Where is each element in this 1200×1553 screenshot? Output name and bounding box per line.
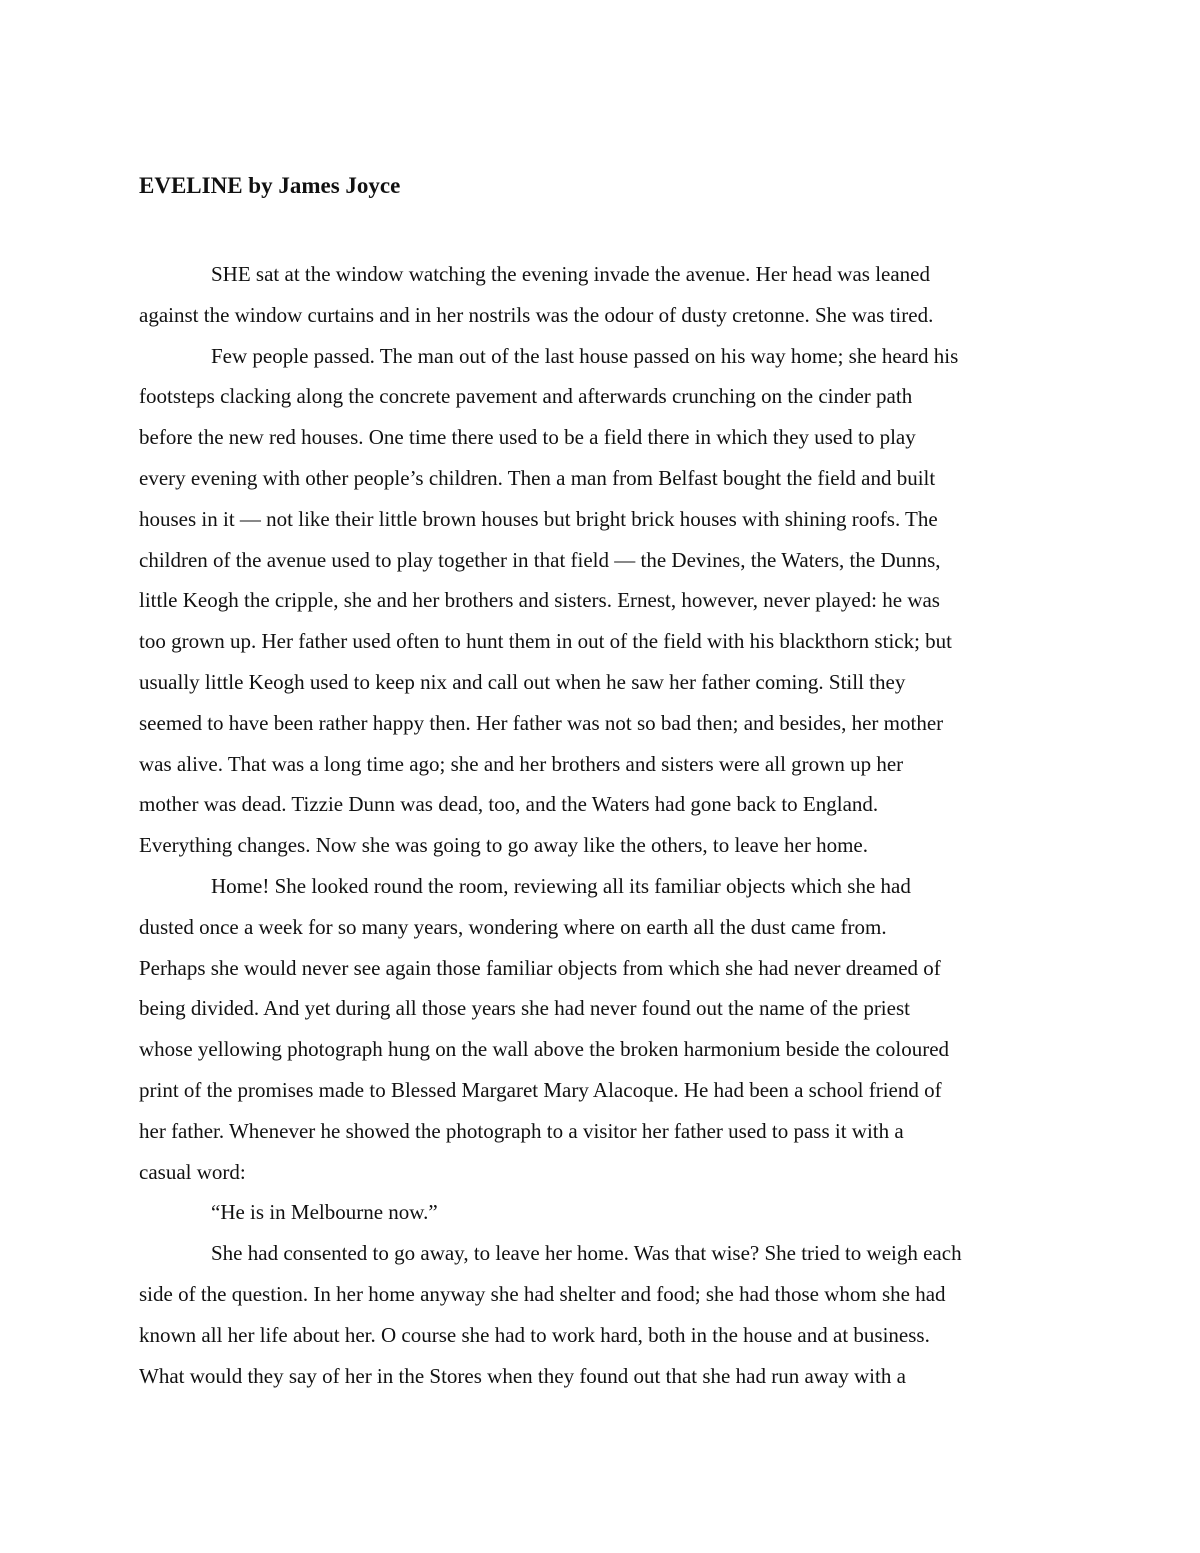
text-line: dusted once a week for so many years, wondering where on earth all the dust came from. <box>139 914 887 939</box>
document-body <box>139 254 1059 1396</box>
text-line: against the window curtains and in her nostrils was the odour of dusty cretonne. She was tired. <box>139 302 934 327</box>
paragraph-first-line: Home! She looked round the room, reviewing all its familiar objects which she had <box>211 873 911 898</box>
paragraph-first-line: “He is in Melbourne now.” <box>211 1200 438 1225</box>
text-line: known all her life about her. O course she had to work hard, both in the house and at business. <box>139 1322 930 1347</box>
text-line: mother was dead. Tizzie Dunn was dead, too, and the Waters had gone back to England. <box>139 792 879 817</box>
text-line: every evening with other people’s children. Then a man from Belfast bought the field and built <box>139 465 936 490</box>
text-line: What would they say of her in the Stores when they found out that she had run away with a <box>139 1363 906 1388</box>
text-line: whose yellowing photograph hung on the wall above the broken harmonium beside the coloured <box>139 1037 950 1062</box>
text-line: little Keogh the cripple, she and her brothers and sisters. Ernest, however, never played: he was <box>139 588 940 613</box>
text-line: seemed to have been rather happy then. Her father was not so bad then; and besides, her mother <box>139 710 944 735</box>
text-line: houses in it — not like their little brown houses but bright brick houses with shining roofs. The <box>139 506 938 531</box>
text-line: print of the promises made to Blessed Margaret Mary Alacoque. He had been a school friend of <box>139 1077 942 1102</box>
text-line: footsteps clacking along the concrete pavement and afterwards crunching on the cinder path <box>139 384 913 409</box>
text-line: before the new red houses. One time there used to be a field there in which they used to play <box>139 425 916 450</box>
text-line: was alive. That was a long time ago; she and her brothers and sisters were all grown up her <box>139 751 904 776</box>
paragraph-first-line: She had consented to go away, to leave her home. Was that wise? She tried to weigh each <box>211 1241 962 1266</box>
paragraph-first-line: Few people passed. The man out of the last house passed on his way home; she heard his <box>211 343 959 368</box>
text-line: Everything changes. Now she was going to go away like the others, to leave her home. <box>139 833 868 858</box>
text-line: her father. Whenever he showed the photograph to a visitor her father used to pass it with a <box>139 1118 904 1143</box>
document-title: EVELINE by James Joyce <box>139 173 401 198</box>
text-line: side of the question. In her home anyway she had shelter and food; she had those whom she had <box>139 1281 946 1306</box>
text-line: casual word: <box>139 1159 246 1184</box>
text-line: children of the avenue used to play together in that field — the Devines, the Waters, the Dunns, <box>139 547 941 572</box>
text-line: being divided. And yet during all those years she had never found out the name of the priest <box>139 996 910 1021</box>
text-line: usually little Keogh used to keep nix and call out when he saw her father coming. Still they <box>139 669 906 694</box>
text-line: Perhaps she would never see again those familiar objects from which she had never dreamed of <box>139 955 941 980</box>
paragraph-first-line: SHE sat at the window watching the evening invade the avenue. Her head was leaned <box>211 262 931 286</box>
text-line: too grown up. Her father used often to hunt them in out of the field with his blackthorn stick; but <box>139 629 953 654</box>
